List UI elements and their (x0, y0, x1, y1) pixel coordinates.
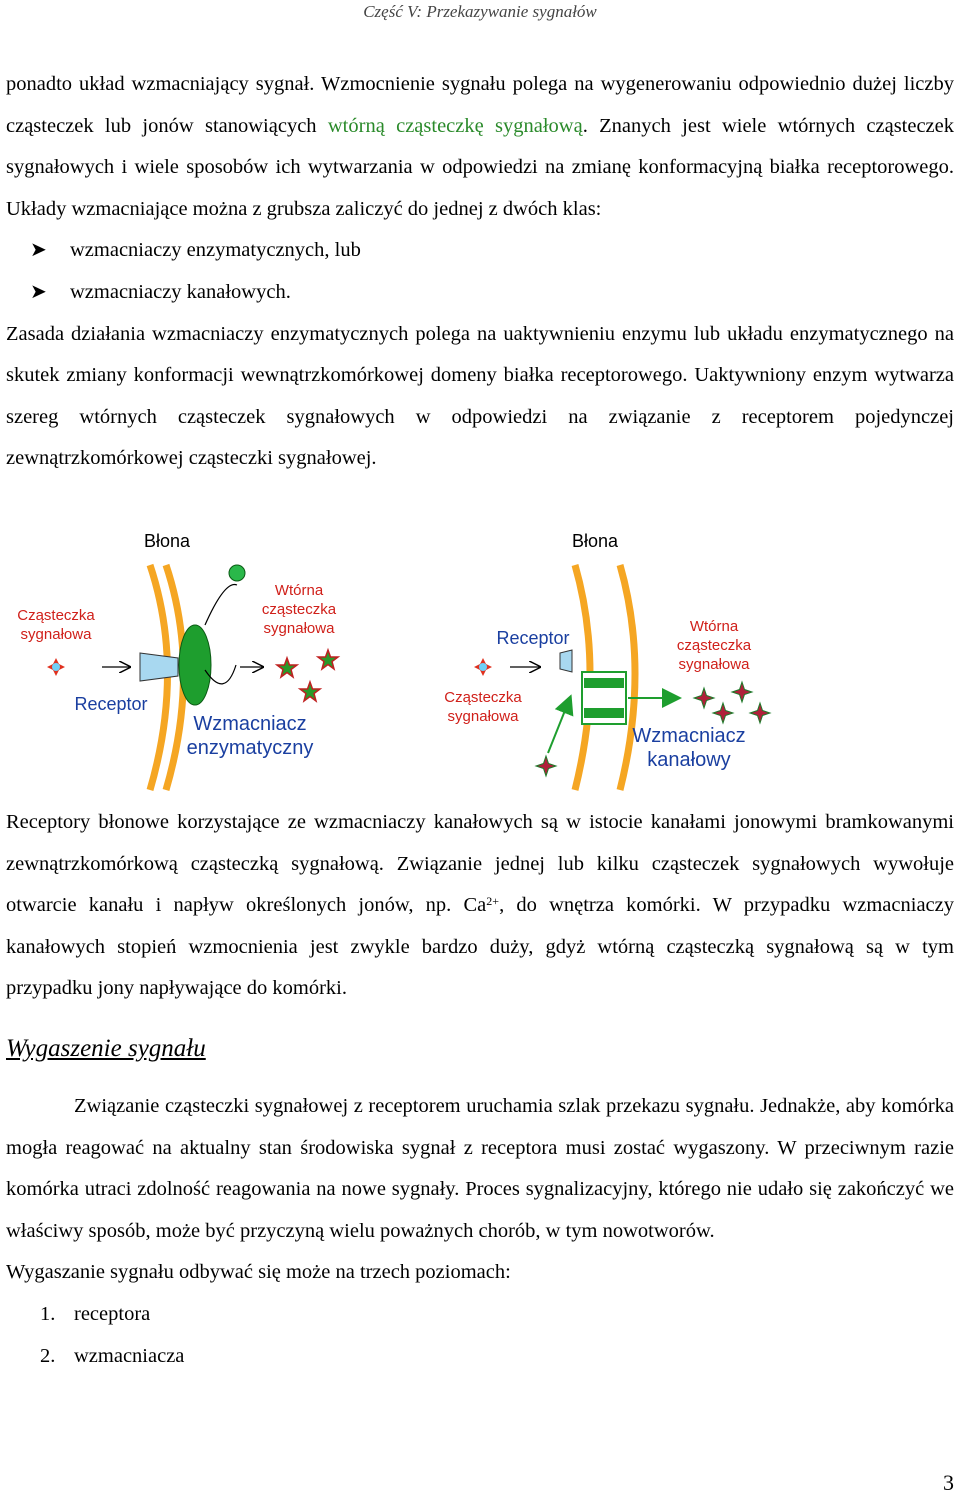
enzymatic-amplifier-label: Wzmacniacz (193, 713, 307, 735)
amplifier-diagram (0, 520, 960, 800)
receptor-shape (140, 653, 178, 681)
intro-text-a: ponadto układ wzmacniający sygnał. Wzmocnienie sygnału polega na wygenerowaniu odpowiednio dużej liczby cząsteczek lub jonów stanowiących (6, 73, 954, 137)
svg-text:sygnałowa: sygnałowa (678, 656, 750, 673)
svg-text:sygnałowa: sygnałowa (20, 626, 92, 643)
list-item: 2. wzmacniacza (40, 1344, 185, 1367)
signal-molecule-icon (47, 658, 65, 676)
second-messenger-label: Wtórna (274, 582, 324, 599)
intro-text-b: . Znanych jest wiele wtórnych cząsteczek sygnałowych i wiele sposobów ich wytwarzania w odpowiedzi na zmianę konformacyjną białka receptorowego. Układy wzmacniające można z grubsza zaliczyć do jednej z dwóch klas: (6, 114, 955, 220)
enzymatic-paragraph: Zasada działania wzmacniaczy enzymatycznych polega na uaktywnieniu enzymu lub układu enzymatycznego na skutek zmiany konformacji wewnątrzkomórkowej domeny białka receptorowego. Uaktywniony enzym wytwarza szereg wtórnych cząsteczek sygnałowych w odpowiedzi na związanie z receptorem pojedynczej zewnątrzkomórkowej cząsteczki sygnałowej. (6, 322, 954, 470)
page-number: 3 (943, 1470, 954, 1495)
channel-amplifier-label: Wzmacniacz (632, 725, 746, 747)
intro-paragraph (6, 64, 954, 480)
channel-amplifier-diagram (444, 531, 770, 790)
second-messenger-star-icon (277, 650, 338, 701)
svg-text:enzymatyczny: enzymatyczny (186, 737, 314, 759)
intro-highlight: wtórną cząsteczkę sygnałową (327, 114, 583, 137)
levels-intro: Wygaszanie sygnału odbywać się może na trzech poziomach: (6, 1261, 511, 1284)
ion-flow-arrow-icon (548, 698, 570, 753)
channel-paragraph: Receptory błonowe korzystające ze wzmacniaczy kanałowych są w istocie kanałami jonowymi bramkowanymi zewnątrzkomórkową cząsteczką sygnałową. Związanie jednej lub kilku cząsteczek sygnałowych wywołuje otwarcie kanału i napływ określonych jonów, np. $Ca^{2+}$, do wnętrza komórki. W przypadku wzmacniaczy kanałowych stopień wzmocnienia jest zwykle bardzo duży, gdyż wtórną cząsteczką sygnałową są w tym przypadku jony napływające do komórki. (6, 811, 955, 1000)
membrane-label: Błona (571, 531, 619, 551)
svg-text:cząsteczka: cząsteczka (261, 601, 337, 618)
enzyme-amplifier-shape (179, 625, 211, 705)
enzyme-head-icon (229, 565, 245, 581)
svg-text:sygnałowa: sygnałowa (263, 620, 335, 637)
signal-molecule-label: Cząsteczka (444, 689, 522, 706)
signal-molecule-icon (474, 658, 492, 676)
section-paragraph: Związanie cząsteczki sygnałowej z receptorem uruchamia szlak przekazu sygnału. Jednakże, aby komórka mogła reagować na aktualny stan środowiska sygnał z receptora musi zostać wygaszony. W przeciwnym razie komórka utraci zdolność reagowania na nowe sygnały. Proces sygnalizacyjny, którego nie udało się zakończyć we właściwy sposób, może być przyczyną wielu poważnych chorób, w tym nowotworów. Wygaszanie sygnału odbywać się może na trzech poziomach: 1. receptora 2. wzmacniacza (6, 1086, 954, 1377)
enzymatic-amplifier-diagram (17, 531, 338, 790)
bullet-item: ➤ wzmacniaczy kanałowych. (6, 272, 954, 314)
svg-text:cząsteczka: cząsteczka (676, 637, 752, 654)
page-header: Część V: Przekazywanie sygnałów (363, 2, 597, 21)
section-heading: Wygaszenie sygnału (6, 1035, 206, 1062)
membrane-label: Błona (143, 531, 191, 551)
arrow-bullet-icon: ➤ (30, 280, 47, 303)
bullet-item: ➤ wzmacniaczy enzymatycznych, lub (6, 230, 954, 272)
receptor-shape (560, 650, 572, 672)
list-item: 1. receptora (40, 1302, 151, 1325)
superscript: 2+ (486, 894, 500, 909)
signal-molecule-label: Cząsteczka (17, 607, 95, 624)
arrow-bullet-icon: ➤ (30, 239, 47, 262)
svg-text:sygnałowa: sygnałowa (447, 708, 519, 725)
svg-text:kanałowy: kanałowy (647, 749, 731, 771)
receptor-label: Receptor (74, 694, 148, 714)
second-messenger-label: Wtórna (689, 618, 739, 635)
receptor-label: Receptor (496, 628, 570, 648)
